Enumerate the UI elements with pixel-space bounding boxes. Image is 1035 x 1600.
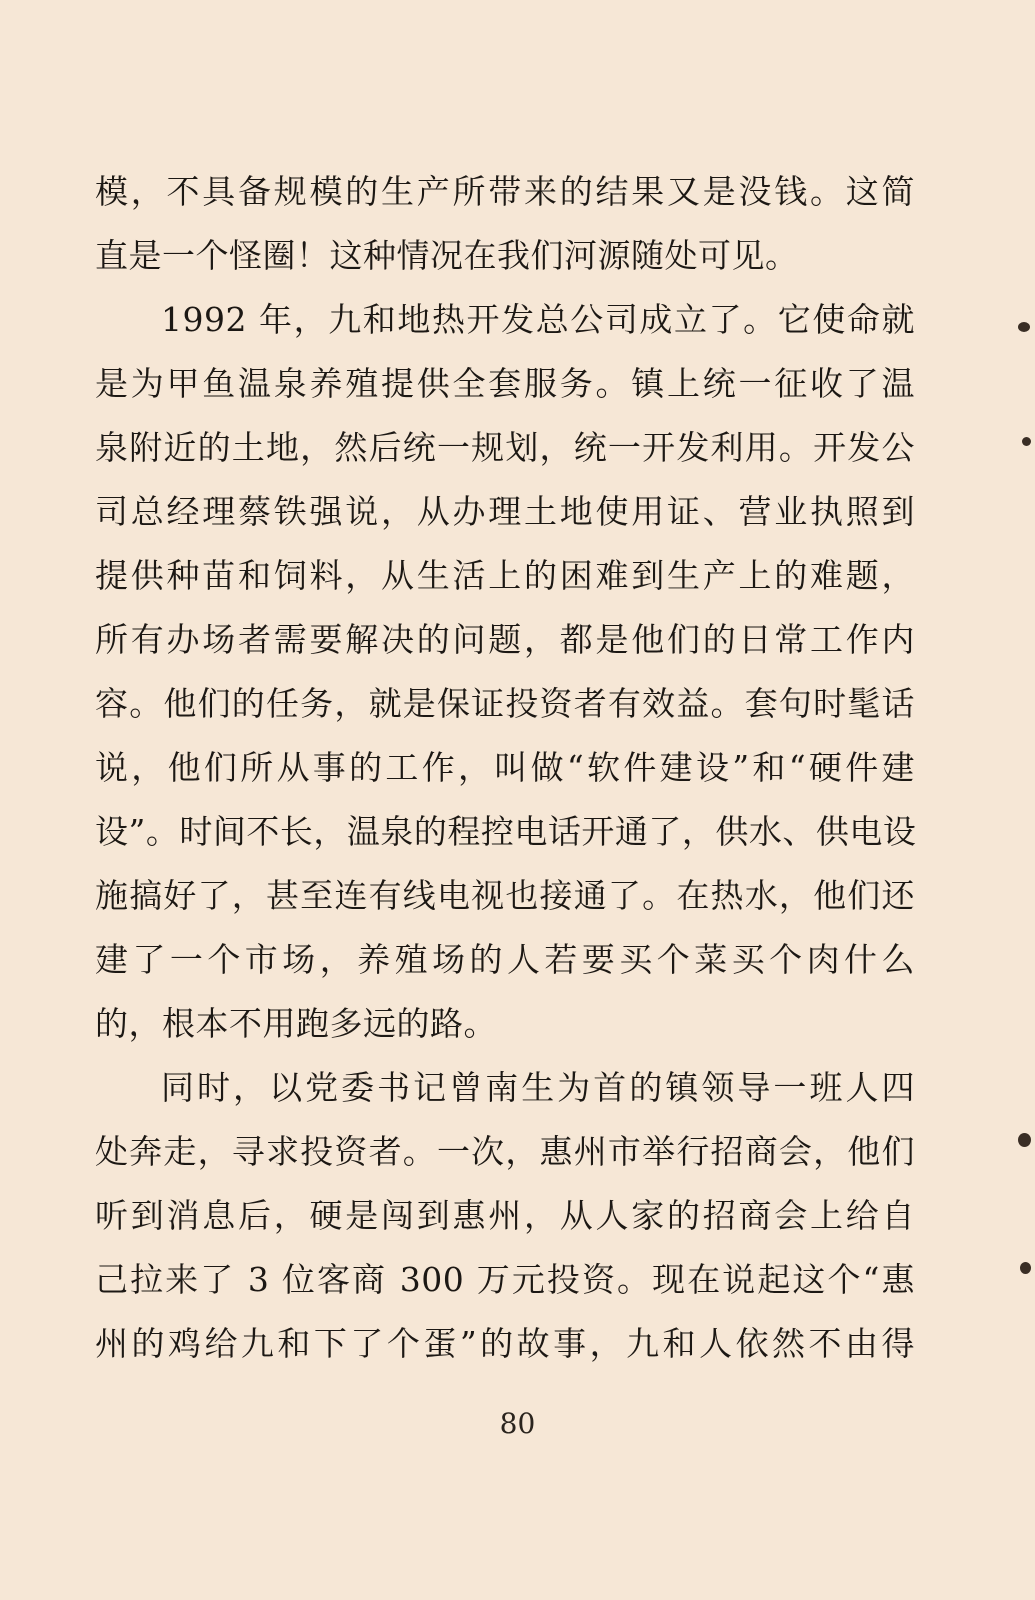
text-line: 泉附近的土地，然后统一规划，统一开发利用。开发公: [95, 428, 915, 467]
page-number: 80: [499, 1407, 536, 1440]
text-line: 容。他们的任务，就是保证投资者有效益。套句时髦话: [95, 684, 915, 723]
paragraph-start-line: 1992 年，九和地热开发总公司成立了。它使命就: [161, 300, 915, 339]
text-line: 听到消息后，硬是闯到惠州，从人家的招商会上给自: [95, 1196, 915, 1235]
text-line: 己拉来了 3 位客商 300 万元投资。现在说起这个“惠: [95, 1260, 915, 1299]
binding-hole-mark: [1022, 437, 1031, 446]
text-line: 设”。时间不长，温泉的程控电话开通了，供水、供电设: [95, 812, 917, 851]
body-text: [95, 160, 915, 1376]
binding-hole-mark: [1020, 1262, 1031, 1274]
text-line: 所有办场者需要解决的问题，都是他们的日常工作内: [95, 620, 915, 659]
text-line: 施搞好了，甚至连有线电视也接通了。在热水，他们还: [95, 876, 915, 915]
text-line: 说，他们所从事的工作，叫做“软件建设”和“硬件建: [95, 748, 915, 787]
text-line: 提供种苗和饲料，从生活上的困难到生产上的难题，: [95, 556, 915, 595]
binding-hole-mark: [1018, 322, 1030, 332]
text-line: 是为甲鱼温泉养殖提供全套服务。镇上统一征收了温: [95, 364, 915, 403]
text-line: 州的鸡给九和下了个蛋”的故事，九和人依然不由得: [95, 1324, 915, 1363]
text-line: 的，根本不用跑多远的路。: [95, 1004, 497, 1043]
paragraph-start-line: 同时，以党委书记曾南生为首的镇领导一班人四: [161, 1068, 915, 1107]
text-line: 建了一个市场，养殖场的人若要买个菜买个肉什么: [95, 940, 915, 979]
text-line: 直是一个怪圈！这种情况在我们河源随处可见。: [95, 236, 799, 275]
text-line: 处奔走，寻求投资者。一次，惠州市举行招商会，他们: [95, 1132, 915, 1171]
text-line: 模，不具备规模的生产所带来的结果又是没钱。这简: [95, 172, 915, 211]
binding-hole-mark: [1018, 1133, 1031, 1147]
text-line: 司总经理蔡铁强说，从办理土地使用证、营业执照到: [95, 492, 915, 531]
